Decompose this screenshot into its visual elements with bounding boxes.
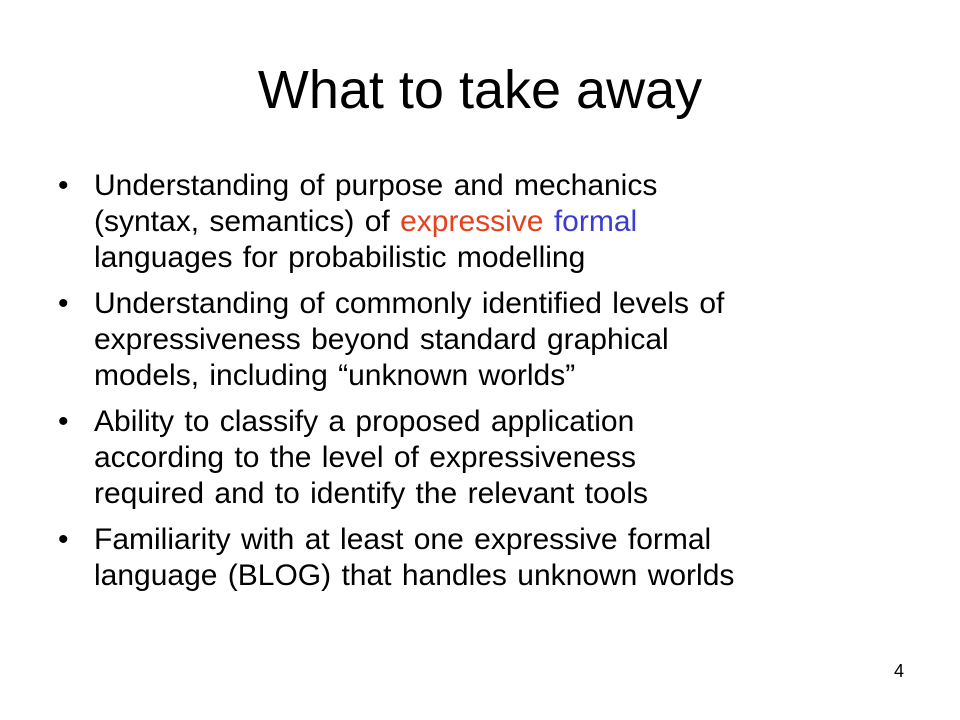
bullet-3-line-2: according to the level of expressiveness	[94, 441, 636, 474]
highlight-separator	[544, 205, 554, 238]
bullet-2-line-2: expressiveness beyond standard graphical	[94, 323, 669, 356]
bullet-2-line-1: Understanding of commonly identified levels of	[94, 287, 725, 320]
bullet-1-line-1: Understanding of purpose and mechanics	[94, 169, 658, 202]
bullet-2-line-3: models, including “unknown worlds”	[94, 359, 576, 392]
bullet-item-4	[58, 522, 918, 594]
bullet-4-line-2: language (BLOG) that handles unknown worlds	[94, 559, 735, 592]
bullet-item-2	[58, 286, 918, 394]
bullet-item-3	[58, 404, 918, 512]
highlight-expressive: expressive	[400, 205, 544, 238]
bullet-1-line-2-prefix: (syntax, semantics) of	[94, 205, 401, 238]
bullet-item-1	[58, 168, 918, 276]
highlight-formal: formal	[553, 205, 638, 238]
bullet-dot-icon: •	[58, 169, 69, 202]
bullet-dot-icon: •	[58, 405, 69, 438]
bullet-3-line-3: required and to identify the relevant tools	[94, 477, 649, 510]
bullet-1-line-3: languages for probabilistic modelling	[94, 241, 586, 274]
bullet-list	[58, 168, 918, 604]
slide-title: What to take away	[257, 60, 703, 120]
bullet-4-line-1: Familiarity with at least one expressive formal	[94, 523, 712, 556]
page-number: 4	[893, 661, 904, 681]
bullet-dot-icon: •	[58, 287, 69, 320]
bullet-dot-icon: •	[58, 523, 69, 556]
bullet-3-line-1: Ability to classify a proposed application	[94, 405, 635, 438]
